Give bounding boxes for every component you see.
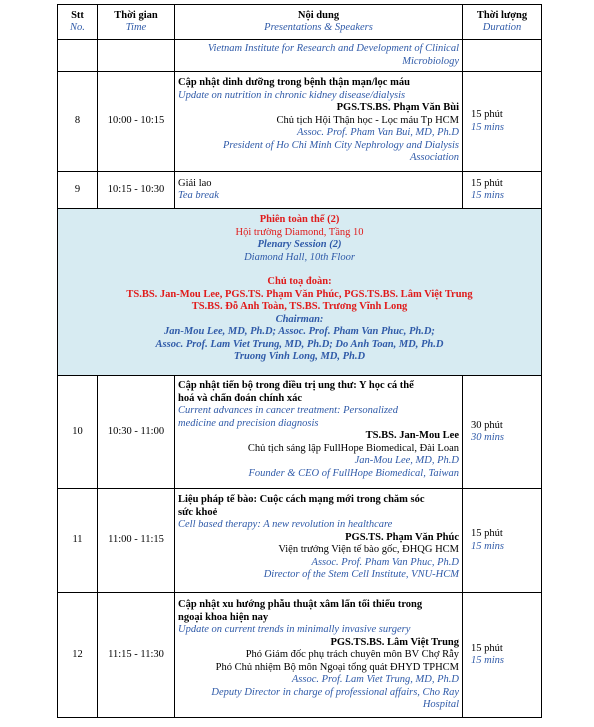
duration-cell [463, 376, 542, 489]
affiliation-cell [175, 40, 463, 72]
presentation-cell [175, 72, 463, 172]
duration-en: 15 mins [471, 655, 504, 666]
row-number: 9 [58, 172, 98, 209]
speaker-role-vi: Viện trưởng Viện tế bào gốc, ĐHQG HCM [278, 544, 459, 555]
duration-en: 30 mins [471, 432, 504, 443]
duration-cell [463, 593, 542, 718]
affiliation-en-line: Vietnam Institute for Research and Development of Clinical [207, 43, 459, 54]
header-time-en: Time [125, 22, 147, 33]
duration-cell [463, 172, 542, 209]
title-vi: hoá và chẩn đoán chính xác [178, 392, 302, 404]
duration-cell [463, 489, 542, 593]
speaker-role-en: President of Ho Chi Minh City Nephrology and Dialysis [222, 139, 459, 151]
duration-en: 15 mins [471, 190, 504, 201]
speaker-name-en: Jan-Mou Lee, MD, Ph.D [354, 455, 459, 466]
header-stt-vi: Stt [71, 9, 84, 21]
title-vi: ngoại khoa hiện nay [178, 611, 269, 623]
chair-label-en: Chairman: [275, 313, 324, 325]
title-en: Cell based therapy: A new revolution in healthcare [178, 519, 393, 530]
chairs-en: Assoc. Prof. Lam Viet Trung, MD, Ph.D; Do Anh Toan, MD, Ph.D [155, 338, 444, 350]
row-number: 8 [58, 72, 98, 172]
title-vi: Cập nhật dinh dưỡng trong bệnh thận mạn/lọc máu [178, 77, 410, 88]
table-row [58, 593, 542, 718]
speaker-role-vi: Chủ tịch sáng lập FullHope Biomedical, Đài Loan [247, 442, 459, 454]
header-duration-en: Duration [482, 22, 522, 33]
title-en: Current advances in cancer treatment: Personalized [178, 405, 398, 416]
duration-vi: 15 phút [471, 109, 503, 120]
chair-label-vi: Chủ toạ đoàn: [267, 276, 332, 287]
header-content-en: Presentations & Speakers [264, 22, 373, 33]
table-row [58, 489, 542, 593]
plenary-session-cell [58, 209, 542, 376]
speaker-name-en: Assoc. Prof. Lam Viet Trung, MD, Ph.D [291, 674, 459, 685]
title-en: Update on current trends in minimally invasive surgery [178, 624, 411, 635]
chairs-vi: TS.BS. Jan-Mou Lee, PGS.TS. Phạm Văn Phúc, PGS.TS.BS. Lâm Việt Trung [126, 288, 473, 300]
presentation-cell [175, 172, 463, 209]
chairs-vi: TS.BS. Đỗ Anh Toàn, TS.BS. Trương Vĩnh Long [191, 301, 408, 312]
table-row [58, 72, 542, 172]
row-number: 10 [58, 376, 98, 489]
row-time: 10:30 - 11:00 [98, 376, 175, 489]
speaker-role-vi: Phó Chủ nhiệm Bộ môn Ngoại tổng quát ĐHYD TPHCM [215, 661, 459, 673]
speaker-name: PGS.TS. Phạm Văn Phúc [345, 531, 459, 543]
chairs-en: Truong Vinh Long, MD, Ph.D [233, 351, 366, 362]
plenary-session-row [58, 209, 542, 376]
title-vi: Giải lao [178, 177, 212, 189]
duration-cell [463, 72, 542, 172]
title-en: medicine and precision diagnosis [178, 417, 319, 429]
plenary-name-en: Plenary Session (2) [257, 239, 342, 250]
table-row [58, 40, 542, 72]
header-time-vi: Thời gian [114, 9, 158, 21]
duration-en: 15 mins [471, 121, 504, 133]
duration-vi: 30 phút [471, 419, 503, 431]
speaker-role-en: Association [410, 152, 459, 163]
plenary-hall-en: Diamond Hall, 10th Floor [244, 251, 355, 263]
speaker-role-vi: Phó Giám đốc phụ trách chuyên môn BV Chợ Rẫy [245, 649, 459, 660]
title-vi: Cập nhật tiến bộ trong điều trị ung thư: Y học cá thể [178, 380, 414, 391]
plenary-hall-vi: Hội trường Diamond, Tầng 10 [235, 226, 364, 238]
affiliation-en-line: Microbiology [402, 55, 459, 67]
header-duration [463, 5, 542, 40]
speaker-role-vi: Chủ tịch Hội Thận học - Lọc máu Tp HCM [276, 114, 459, 126]
presentation-cell [175, 593, 463, 718]
speaker-role-en: Founder & CEO of FullHope Biomedical, Taiwan [248, 467, 459, 479]
plenary-name-vi: Phiên toàn thể (2) [259, 214, 340, 225]
row-time: 11:00 - 11:15 [98, 489, 175, 593]
row-time: 10:00 - 10:15 [98, 72, 175, 172]
title-en: Update on nutrition in chronic kidney disease/dialysis [178, 89, 406, 101]
speaker-name: PGS.TS.BS. Lâm Việt Trung [330, 636, 459, 648]
row-time: 11:15 - 11:30 [98, 593, 175, 718]
title-vi: sức khoẻ [178, 506, 218, 518]
title-vi: Liệu pháp tế bào: Cuộc cách mạng mới trong chăm sóc [178, 494, 425, 505]
speaker-name: TS.BS. Jan-Mou Lee [365, 430, 459, 441]
table-row [58, 376, 542, 489]
duration-vi: 15 phút [471, 528, 503, 539]
speaker-role-en: Director of the Stem Cell Institute, VNU-HCM [263, 569, 459, 580]
speaker-name-en: Assoc. Prof. Pham Van Phuc, Ph.D [311, 556, 459, 568]
speaker-role-en: Deputy Director in charge of professional affairs, Cho Ray [211, 686, 459, 698]
header-content-vi: Nội dung [297, 9, 340, 21]
duration-en: 15 mins [471, 540, 504, 552]
header-duration-vi: Thời lượng [476, 9, 528, 21]
duration-vi: 15 phút [471, 642, 503, 654]
title-en: Tea break [178, 190, 219, 201]
header-stt-en: No. [70, 22, 85, 33]
chairs-en: Jan-Mou Lee, MD, Ph.D; Assoc. Prof. Pham Van Phuc, Ph.D; [164, 326, 435, 337]
speaker-name-en: Assoc. Prof. Pham Van Bui, MD, Ph.D [296, 127, 459, 138]
header-content [175, 5, 463, 40]
row-number: 12 [58, 593, 98, 718]
header-time [98, 5, 175, 40]
row-time: 10:15 - 10:30 [98, 172, 175, 209]
speaker-name: PGS.TS.BS. Phạm Văn Bùi [336, 102, 459, 113]
header-row [58, 5, 542, 40]
table-row [58, 172, 542, 209]
agenda-table [57, 4, 542, 718]
row-number: 11 [58, 489, 98, 593]
header-stt [58, 5, 98, 40]
speaker-role-en: Hospital [422, 699, 459, 710]
presentation-cell [175, 489, 463, 593]
title-vi: Cập nhật xu hướng phẫu thuật xâm lấn tối thiểu trong [178, 599, 423, 610]
presentation-cell [175, 376, 463, 489]
duration-vi: 15 phút [471, 177, 503, 189]
